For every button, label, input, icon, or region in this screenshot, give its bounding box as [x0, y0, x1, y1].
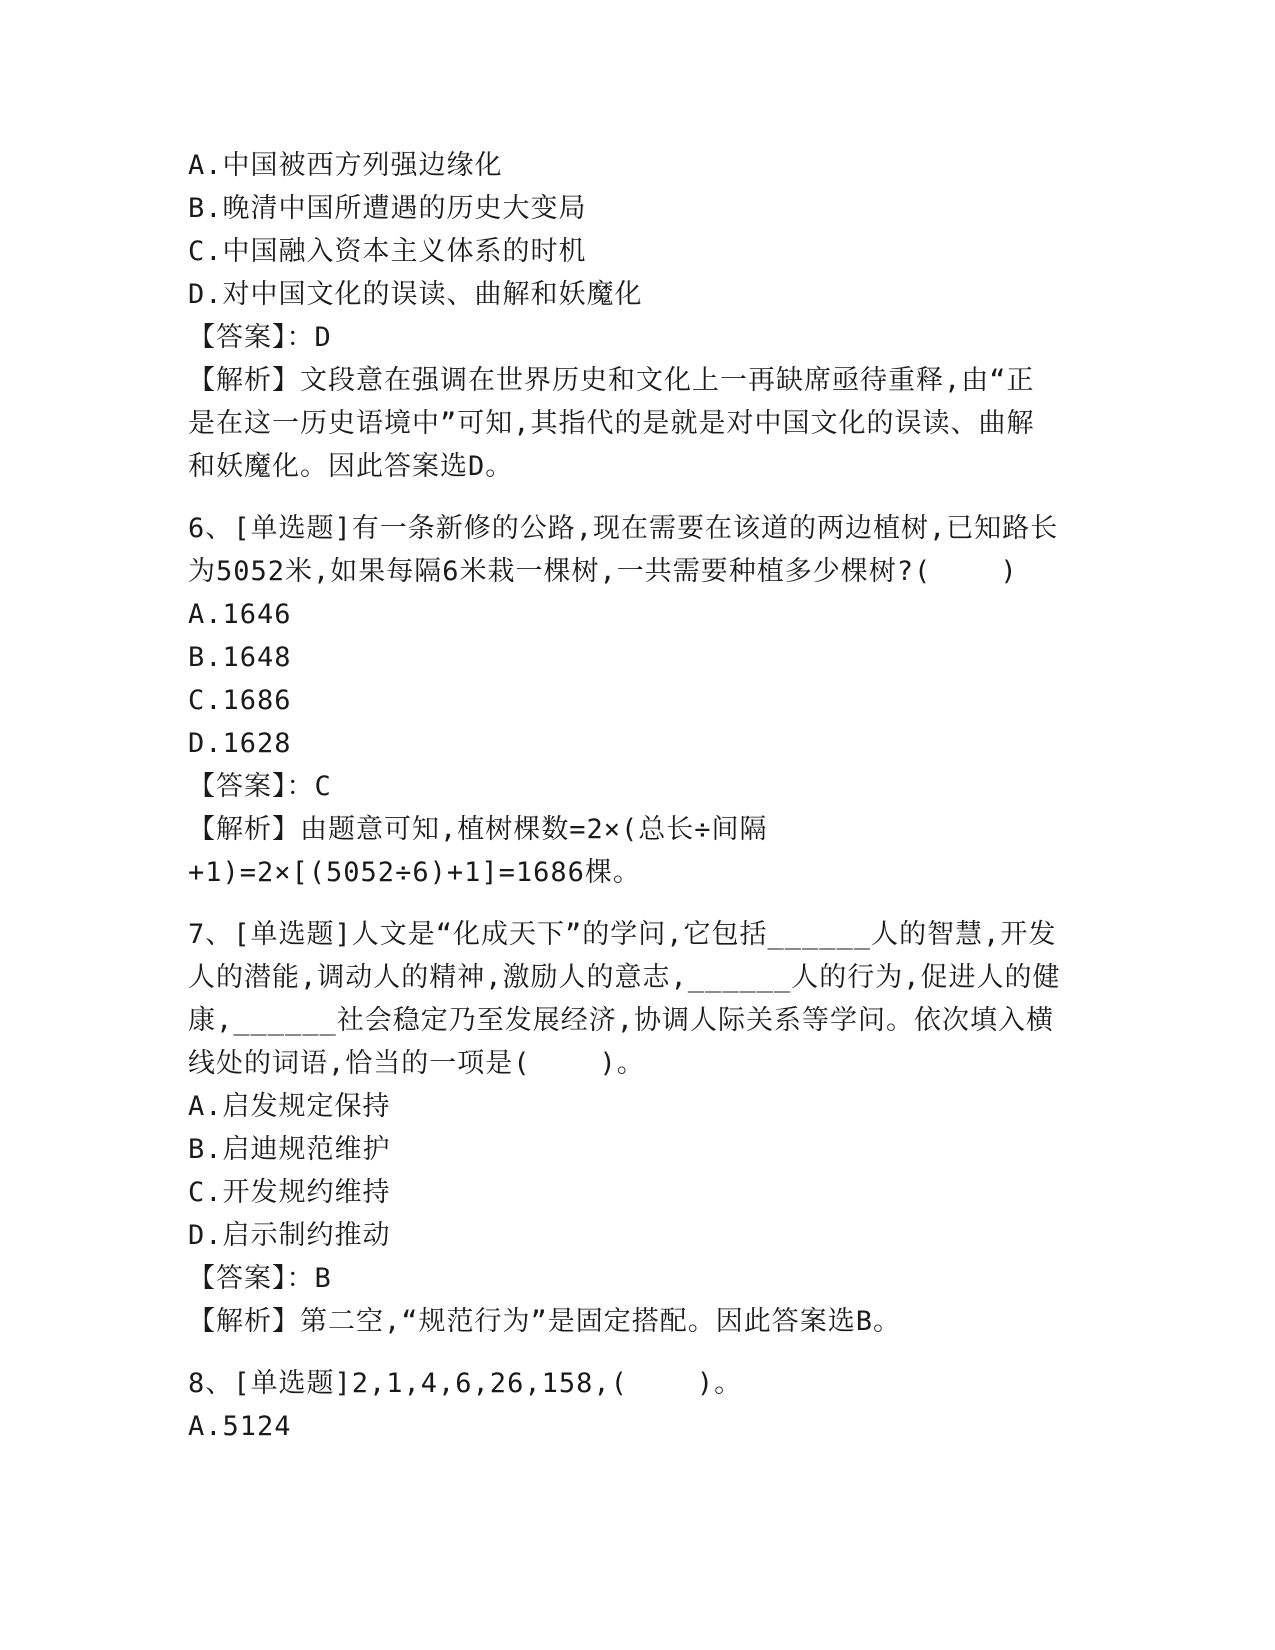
- option-b: B.1648: [188, 642, 292, 673]
- option-b: B.晚清中国所遭遇的历史大变局: [188, 193, 587, 224]
- analysis-line: 【解析】第二空,“规范行为”是固定搭配。因此答案选B。: [188, 1306, 902, 1337]
- document-page: [188, 144, 1078, 1448]
- analysis-line: 和妖魔化。因此答案选D。: [188, 451, 514, 482]
- option-d: D.启示制约推动: [188, 1220, 391, 1251]
- answer-line: 【答案】：D: [188, 322, 332, 353]
- analysis-line: 【解析】文段意在强调在世界历史和文化上一再缺席亟待重释,由“正: [188, 365, 1035, 396]
- option-d: D.1628: [188, 728, 292, 759]
- question-stem: 6、[单选题]有一条新修的公路,现在需要在该道的两边植树,已知路长: [188, 513, 1059, 544]
- question-8: [188, 1362, 1078, 1448]
- option-a: A.5124: [188, 1411, 292, 1442]
- option-c: C.中国融入资本主义体系的时机: [188, 236, 587, 267]
- question-7: [188, 913, 1078, 1343]
- spacer: [188, 894, 1078, 913]
- option-c: C.1686: [188, 685, 292, 716]
- question-stem: 人的潜能,调动人的精神,激励人的意志,______人的行为,促进人的健: [188, 962, 1061, 993]
- question-stem: 为5052米,如果每隔6米栽一棵树,一共需要种植多少棵树?( ): [188, 556, 1018, 587]
- question-stem: 8、[单选题]2,1,4,6,26,158,( )。: [188, 1368, 743, 1399]
- option-c: C.开发规约维持: [188, 1177, 391, 1208]
- analysis-line: +1)=2×[(5052÷6)+1]=1686棵。: [188, 857, 641, 888]
- option-a: A.启发规定保持: [188, 1091, 391, 1122]
- answer-line: 【答案】：C: [188, 771, 332, 802]
- option-a: A.中国被西方列强边缘化: [188, 150, 503, 181]
- question-5: [188, 144, 1078, 488]
- question-stem: 康,______社会稳定乃至发展经济,协调人际关系等学问。依次填入横: [188, 1005, 1055, 1036]
- option-a: A.1646: [188, 599, 292, 630]
- question-stem: 7、[单选题]人文是“化成天下”的学问,它包括______人的智慧,开发: [188, 919, 1057, 950]
- spacer: [188, 488, 1078, 507]
- analysis-line: 是在这一历史语境中”可知,其指代的是就是对中国文化的误读、曲解: [188, 408, 1035, 439]
- option-d: D.对中国文化的误读、曲解和妖魔化: [188, 279, 643, 310]
- question-stem: 线处的词语,恰当的一项是( )。: [188, 1048, 645, 1079]
- answer-line: 【答案】：B: [188, 1263, 332, 1294]
- analysis-line: 【解析】由题意可知,植树棵数=2×(总长÷间隔: [188, 814, 768, 845]
- spacer: [188, 1343, 1078, 1362]
- question-6: [188, 507, 1078, 894]
- option-b: B.启迪规范维护: [188, 1134, 391, 1165]
